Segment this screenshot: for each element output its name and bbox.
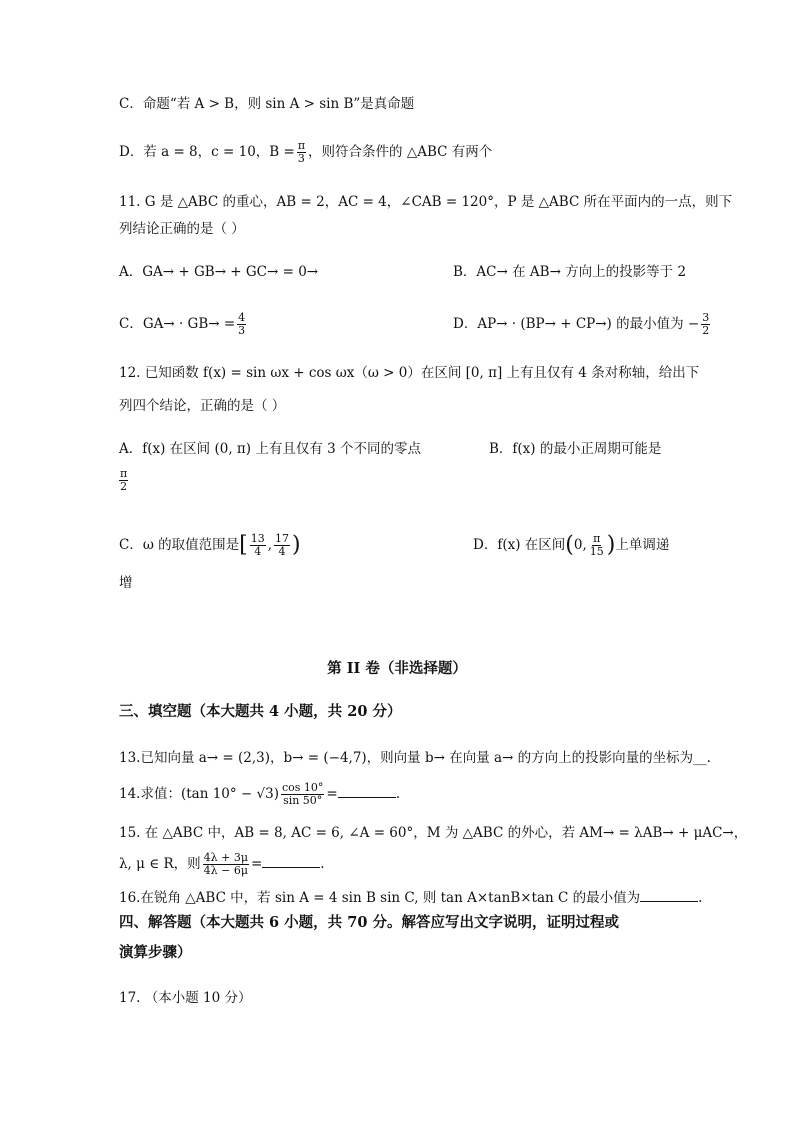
- fraction-17-4: $\frac{17}{4}$: [275, 532, 290, 558]
- option-11d: D．AP→ · (BP→ + CP→) 的最小值为 − $\frac{3}{2}$: [453, 311, 710, 337]
- fraction-pi-2: $\frac{\pi}{2}$: [120, 467, 128, 493]
- question-15-line2: λ, μ ∈ R，则 $\frac{4\lambda + 3\mu}{4\lambda - 6\mu}$ = .: [119, 851, 325, 877]
- option-11b: B．AC→ 在 AB→ 方向上的投影等于 2: [453, 264, 687, 280]
- section-3-heading: 三、填空题（本大题共 4 小题，共 20 分）: [119, 703, 402, 720]
- question-16: 16.在锐角 △ABC 中，若 sin A = 4 sin B sin C, 则 tan A×tanB×tan C 的最小值为 .: [119, 890, 703, 906]
- question-12-line1: 12. 已知函数 f(x) = sin ωx + cos ωx（ω > 0）在区间 [0, π] 上有且仅有 4 条对称轴，给出下: [119, 365, 700, 381]
- option-10c: C．命题“若 A > B，则 sin A > sin B”是真命题: [119, 96, 415, 112]
- fraction-3-2: $\frac{3}{2}$: [702, 311, 710, 337]
- option-10d: [119, 140, 492, 165]
- question-13: 13.已知向量 a→ = (2,3)，b→ = (−4,7)，则向量 b→ 在向量 a→ 的方向上的投影向量的坐标为__.: [119, 750, 711, 766]
- option-11a: A．GA→ + GB→ + GC→ = 0→: [119, 264, 319, 280]
- fraction-13-4: $\frac{13}{4}$: [250, 532, 265, 558]
- question-12-line2: 列四个结论，正确的是（ ）: [119, 398, 286, 414]
- option-12d: D．f(x) 在区间(0, $\frac{\pi}{15}$ )上单调递: [473, 532, 670, 558]
- answer-blank: [640, 891, 698, 902]
- option-12c: C．ω 的取值范围是[ $\frac{13}{4}$ , $\frac{17}{4}$ ): [119, 532, 301, 558]
- part-2-heading: 第 II 卷（非选择题）: [327, 660, 467, 677]
- option-10d-text2: ，则符合条件的 △ABC 有两个: [308, 144, 493, 160]
- answer-blank: [338, 787, 396, 798]
- fraction-pi-15: $\frac{\pi}{15}$: [589, 532, 604, 558]
- section-4-heading-line2: 演算步骤）: [119, 944, 192, 961]
- question-15-line1: 15. 在 △ABC 中，AB = 8, AC = 6, ∠A = 60°，M 为 △ABC 的外心，若 AM→ = λAB→ + μAC→，: [119, 825, 748, 841]
- question-14: 14.求值：(tan 10° − √3) $\frac{\cos 10^\circ}{\sin 50^\circ}$ = .: [119, 781, 401, 807]
- option-12d-cont: 增: [119, 575, 133, 591]
- fraction-lambda-mu: $\frac{4\lambda + 3\mu}{4\lambda - 6\mu}$: [203, 851, 248, 877]
- answer-blank: [262, 857, 320, 868]
- fraction-pi-3: $\frac{\pi}{3}$: [297, 139, 306, 165]
- question-11-line1: 11. G 是 △ABC 的重心，AB = 2，AC = 4，∠CAB = 120°，P 是 △ABC 所在平面内的一点，则下: [119, 194, 733, 210]
- fraction-4-3: $\frac{4}{3}$: [238, 311, 246, 337]
- question-17: 17. （本小题 10 分）: [119, 990, 252, 1006]
- option-11c: C．GA→ · GB→ = $\frac{4}{3}$: [119, 311, 246, 337]
- option-10d-text: D．若 a = 8，c = 10，B =: [119, 144, 295, 160]
- section-4-heading-line1: 四、解答题（本大题共 6 小题，共 70 分。解答应写出文字说明，证明过程或: [119, 914, 619, 931]
- fraction-cos10-sin50: $\frac{\cos 10^\circ}{\sin 50^\circ}$: [281, 781, 324, 807]
- option-12a: A．f(x) 在区间 (0, π) 上有且仅有 3 个不同的零点: [119, 441, 422, 457]
- question-11-line2: 列结论正确的是（ ）: [119, 221, 245, 237]
- option-12b: B．f(x) 的最小正周期可能是: [489, 441, 662, 457]
